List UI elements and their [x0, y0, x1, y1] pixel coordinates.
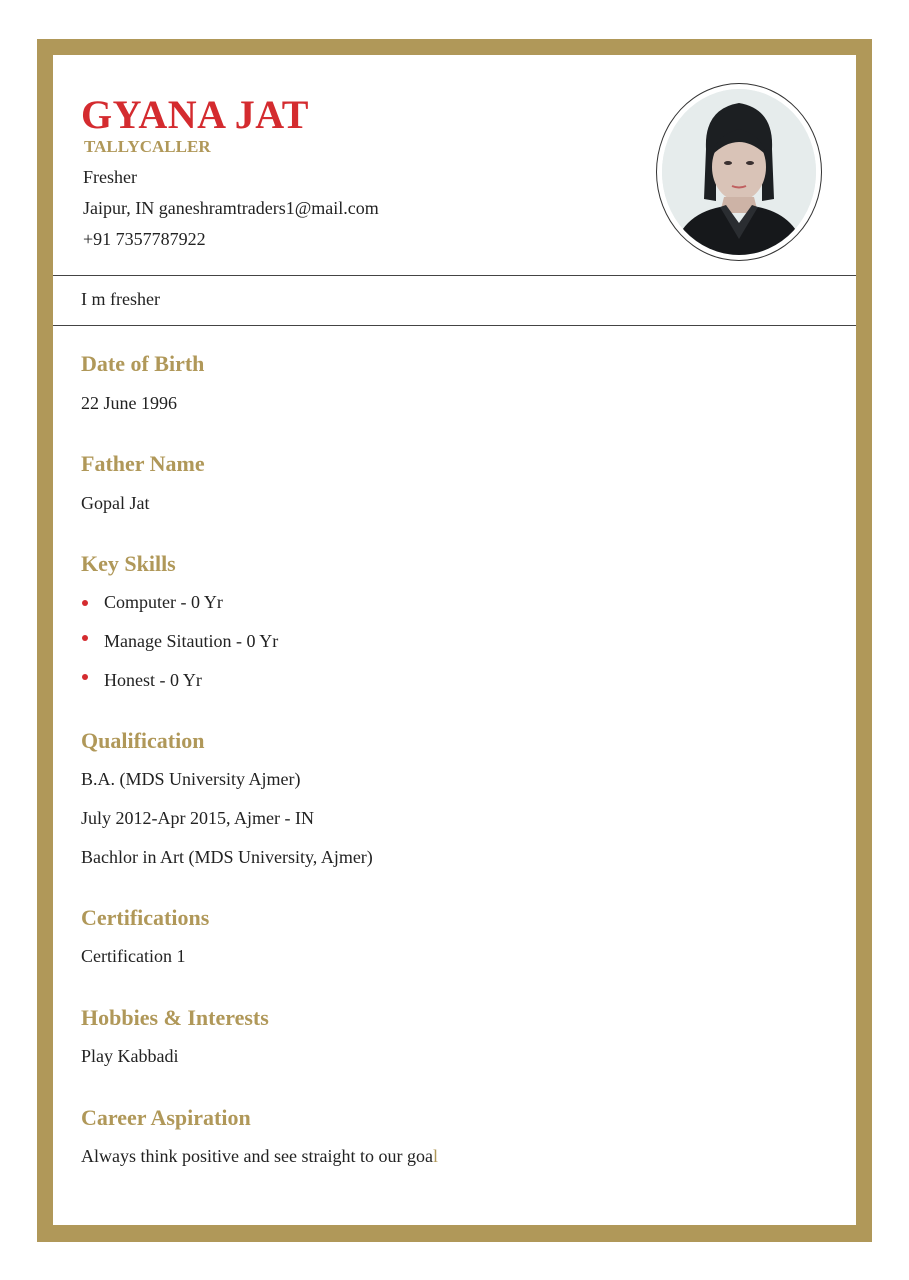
resume-page — [53, 55, 856, 1225]
header-divider — [53, 275, 856, 276]
section-title-certifications: Certifications — [81, 905, 210, 930]
qualification-dates: July 2012-Apr 2015, Ajmer - IN — [81, 808, 314, 828]
candidate-name: GYANA JAT — [81, 92, 309, 137]
career-aspiration-value — [81, 1146, 438, 1167]
avatar — [662, 89, 816, 255]
profile-summary: I m fresher — [81, 289, 160, 309]
skill-item: Computer - 0 Yr — [104, 592, 223, 612]
bullet-icon — [82, 600, 88, 606]
section-title-father: Father Name — [81, 451, 205, 476]
bullet-icon — [82, 674, 88, 680]
qualification-degree: B.A. (MDS University Ajmer) — [81, 769, 301, 789]
section-title-career: Career Aspiration — [81, 1105, 251, 1130]
summary-divider — [53, 325, 856, 326]
certification-item: Certification 1 — [81, 946, 186, 966]
profile-photo — [656, 83, 822, 261]
section-title-skills: Key Skills — [81, 551, 176, 576]
qualification-detail: Bachlor in Art (MDS University, Ajmer) — [81, 847, 373, 867]
dob-value: 22 June 1996 — [81, 393, 177, 413]
phone-number: +91 7357787922 — [83, 229, 206, 249]
career-text: Always think positive and see straight to our goa — [81, 1146, 433, 1166]
skill-item: Manage Sitaution - 0 Yr — [104, 631, 279, 651]
father-name-value: Gopal Jat — [81, 493, 150, 513]
skill-item: Honest - 0 Yr — [104, 670, 202, 690]
career-text-tail: l — [432, 1146, 438, 1166]
location-email: Jaipur, IN ganeshramtraders1@mail.com — [83, 198, 379, 218]
portrait-illustration — [662, 89, 816, 255]
bullet-icon — [82, 635, 88, 641]
section-title-dob: Date of Birth — [81, 351, 205, 376]
section-title-hobbies: Hobbies & Interests — [81, 1005, 269, 1030]
section-title-qualification: Qualification — [81, 728, 205, 753]
candidate-role: TALLYCALLER — [84, 137, 211, 156]
resume-border — [37, 39, 872, 1242]
hobbies-value: Play Kabbadi — [81, 1046, 179, 1066]
experience-level: Fresher — [83, 167, 137, 187]
